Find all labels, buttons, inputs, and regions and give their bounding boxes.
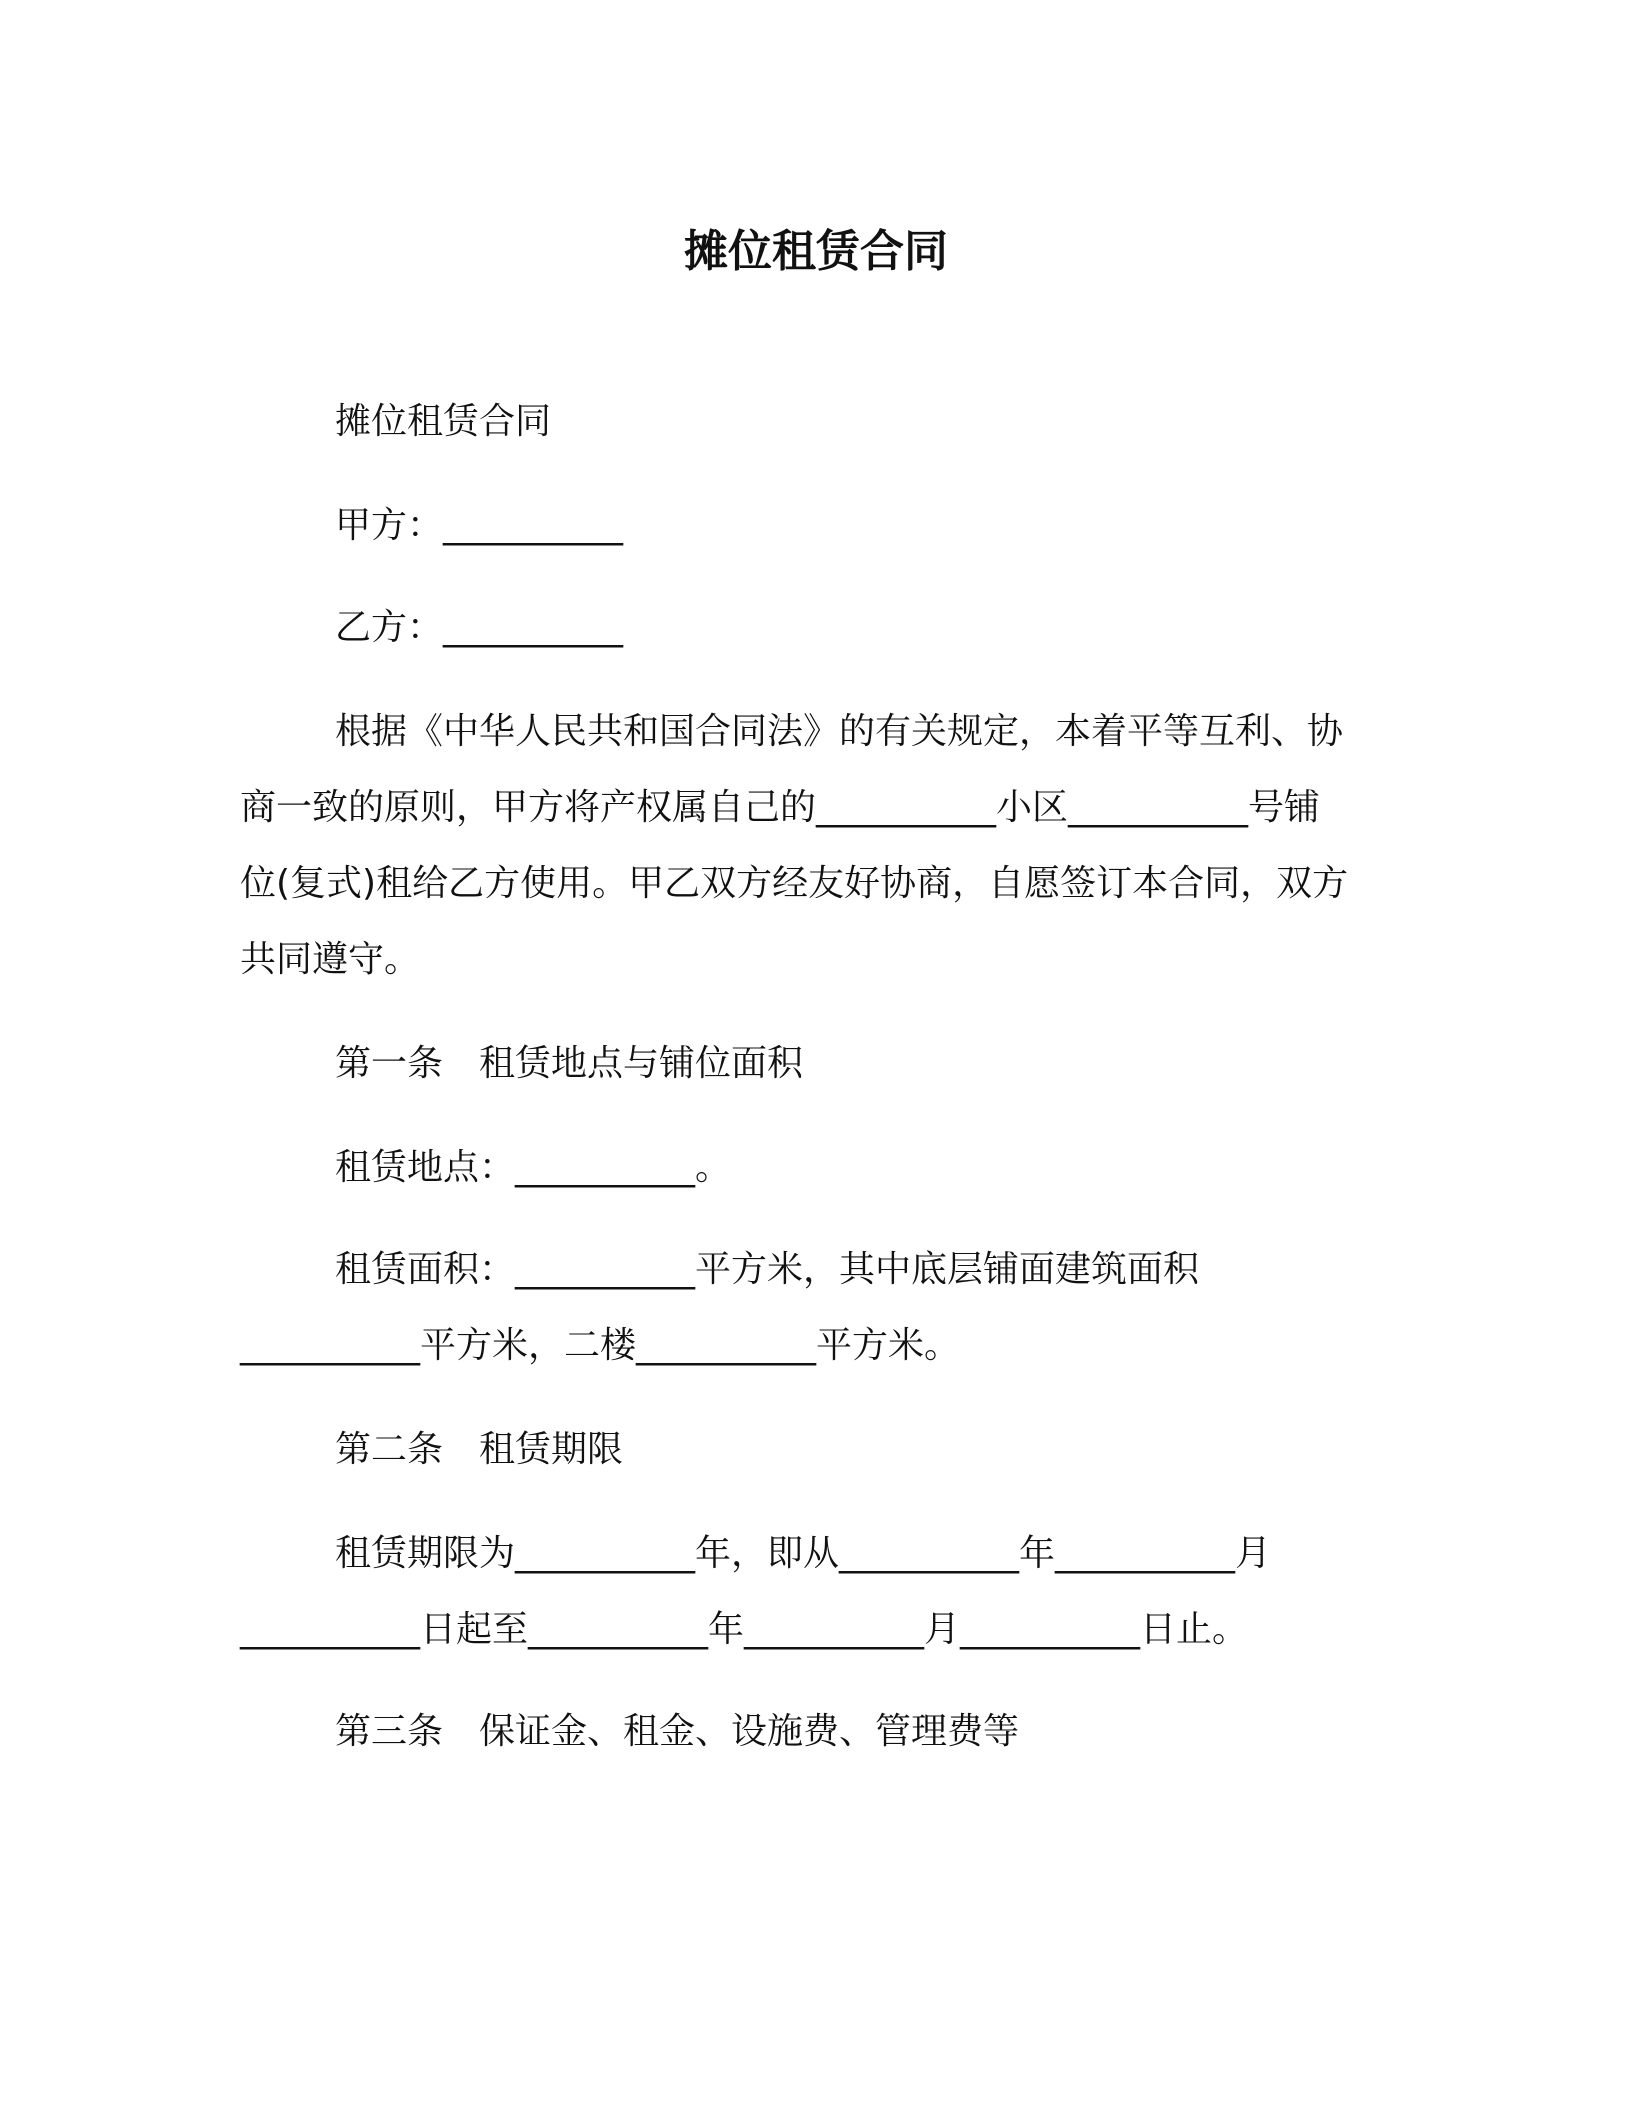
party-a-line: 甲方：__________ xyxy=(335,505,624,546)
subtitle-line: 摊位租赁合同 xyxy=(335,401,552,442)
document-title: 摊位租赁合同 xyxy=(684,226,948,277)
rental-term-line-1: 租赁期限为__________年，即从__________年__________月 xyxy=(335,1533,1272,1574)
party-b-line: 乙方：__________ xyxy=(335,607,624,648)
preamble-line-3: 位(复式)租给乙方使用。甲乙双方经友好协商，自愿签订本合同，双方 xyxy=(240,863,1349,904)
preamble-line-2: 商一致的原则，甲方将产权属自己的__________小区__________号铺 xyxy=(240,787,1321,828)
article-2-heading: 第二条 租赁期限 xyxy=(335,1429,624,1470)
rental-location-line: 租赁地点：__________。 xyxy=(335,1147,732,1188)
rental-term-line-2: __________日起至__________年__________月__________日止。 xyxy=(240,1609,1249,1650)
article-1-heading: 第一条 租赁地点与铺位面积 xyxy=(335,1043,804,1084)
rental-area-line-1: 租赁面积：__________平方米，其中底层铺面建筑面积 xyxy=(335,1249,1200,1290)
preamble-line-1: 根据《中华人民共和国合同法》的有关规定，本着平等互利、协 xyxy=(335,711,1344,752)
rental-area-line-2: __________平方米，二楼__________平方米。 xyxy=(240,1325,961,1366)
article-3-heading: 第三条 保证金、租金、设施费、管理费等 xyxy=(335,1711,1020,1752)
preamble-line-4: 共同遵守。 xyxy=(240,939,421,980)
